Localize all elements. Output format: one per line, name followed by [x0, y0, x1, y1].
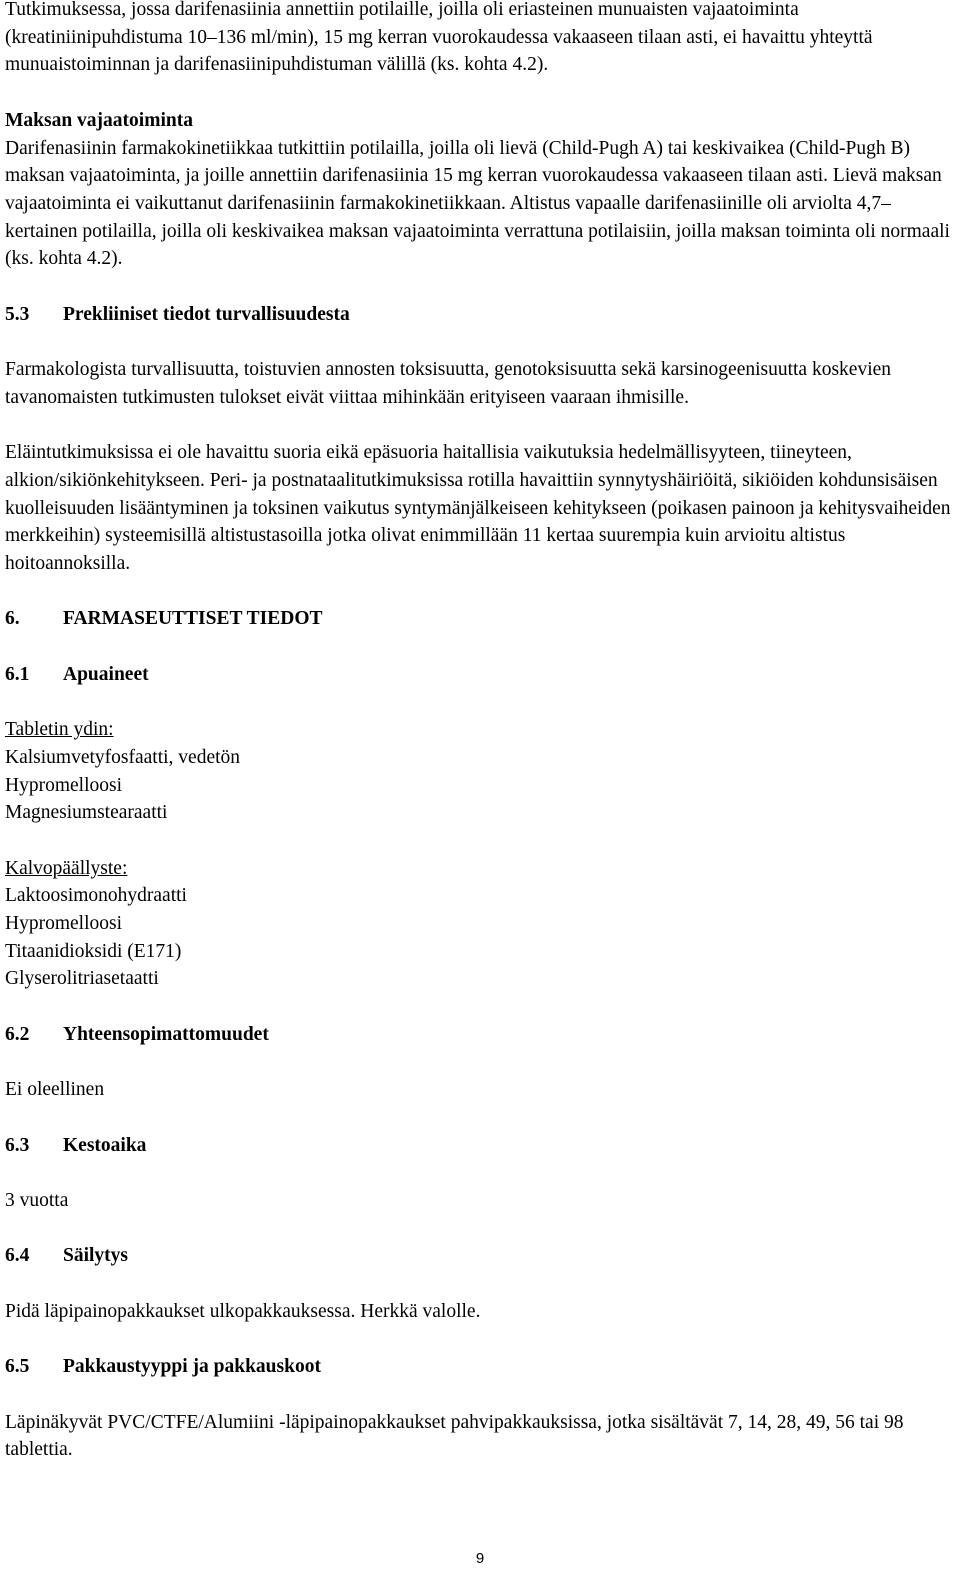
list-item: Hypromelloosi [5, 774, 122, 796]
section-number: 5.3 [5, 303, 30, 325]
section-title: Säilytys [63, 1245, 129, 1267]
list-item: Kalsiumvetyfosfaatti, vedetön [5, 746, 241, 768]
liver-text: Darifenasiinin farmakokinetiikkaa tutkittiin potilailla, joilla oli lievä (Child-Pugh A) tai keskivaikea (Child-Pugh B) maksan vajaatoiminta, ja joille annettiin darifenasiinia 15 mg kerran vuorokaudessa vakaaseen tilaan asti. Lievä maksan vajaatoiminta ei vaikuttanut darifenasiinin farmakokinetiikkaan. Altistus vapaalle darifenasiinille oli arviolta 4,7–kertainen potilailla, joilla oli keskivaikea maksan vajaatoiminta verrattuna potilaisiin, joilla maksan toiminta oli normaali (ks. kohta 4.2). [5, 137, 950, 270]
section-5-3-heading [5, 301, 951, 329]
section-title: Apuaineet [63, 663, 149, 685]
list-item: Magnesiumstearaatti [5, 802, 168, 824]
section-6-5-heading [5, 1353, 951, 1381]
liver-heading: Maksan vajaatoiminta [5, 109, 193, 131]
film-coating-label: Kalvopäällyste: [5, 857, 128, 879]
intro-paragraph: Tutkimuksessa, jossa darifenasiinia annettiin potilaille, joilla oli eriasteinen munuaisten vajaatoiminta (kreatiniinipuhdistuma 10–136 ml/min), 15 mg kerran vuorokaudessa vakaaseen tilaan asti, ei havaittu yhteyttä munuaistoiminnan ja darifenasiinipuhdistuman välillä (ks. kohta 4.2). [5, 0, 873, 76]
section-title: Prekliiniset tiedot turvallisuudesta [63, 303, 350, 325]
section-6-2-heading [5, 1021, 951, 1049]
section-6-1-heading [5, 661, 951, 689]
section-6-4-heading [5, 1242, 951, 1270]
section-number: 6.4 [5, 1245, 30, 1267]
section-6-3-heading [5, 1132, 951, 1160]
list-item: Glyserolitriasetaatti [5, 968, 159, 990]
tablet-core-label: Tabletin ydin: [5, 719, 114, 741]
list-item: Laktoosimonohydraatti [5, 885, 187, 907]
section-title: Kestoaika [63, 1134, 147, 1156]
section-6-3-text: 3 vuotta [5, 1190, 69, 1212]
section-number: 6.3 [5, 1134, 30, 1156]
list-item: Titaanidioksidi (E171) [5, 940, 182, 962]
section-6-heading [5, 605, 951, 633]
section-number: 6.5 [5, 1356, 30, 1378]
section-6-5-text: Läpinäkyvät PVC/CTFE/Alumiini -läpipainopakkaukset pahvipakkauksissa, jotka sisältävät 7, 14, 28, 49, 56 tai 98 tablettia. [5, 1411, 904, 1461]
section-number: 6. [5, 608, 20, 630]
tablet-core-list [5, 716, 951, 827]
film-coating-list [5, 855, 951, 994]
section-title: Yhteensopimattomuudet [63, 1023, 269, 1045]
page-number: 9 [475, 1550, 485, 1567]
list-item: Hypromelloosi [5, 913, 122, 935]
section-6-2-text: Ei oleellinen [5, 1079, 105, 1101]
liver-impairment-section [5, 107, 951, 273]
section-6-4-text: Pidä läpipainopakkaukset ulkopakkauksessa. Herkkä valolle. [5, 1300, 481, 1322]
section-title: Pakkaustyyppi ja pakkauskoot [63, 1356, 321, 1378]
section-number: 6.1 [5, 663, 30, 685]
section-5-3-paragraph-2: Eläintutkimuksissa ei ole havaittu suoria eikä epäsuoria haitallisia vaikutuksia hedelmällisyyteen, tiineyteen, alkion/sikiönkehitykseen. Peri- ja postnataalitutkimuksissa rotilla havaittiin synnytyshäiriöitä, sikiöiden kohdunsisäisen kuolleisuuden lisääntyminen ja toksinen vaikutus syntymänjälkeiseen kehitykseen (poikasen painoon ja kehitysvaiheiden merkkeihin) systeemisillä altistustasoilla jotka olivat enimmillään 11 kertaa suurempia kuin arvioitu altistus hoitoannoksilla. [5, 442, 951, 574]
section-5-3-paragraph-1: Farmakologista turvallisuutta, toistuvien annosten toksisuutta, genotoksisuutta sekä karsinogeenisuutta koskevien tavanomaisten tutkimusten tulokset eivät viittaa mihinkään erityiseen vaaraan ihmisille. [5, 359, 892, 408]
document-page [5, 0, 951, 1464]
section-title: FARMASEUTTISET TIEDOT [63, 608, 323, 630]
section-number: 6.2 [5, 1023, 30, 1045]
